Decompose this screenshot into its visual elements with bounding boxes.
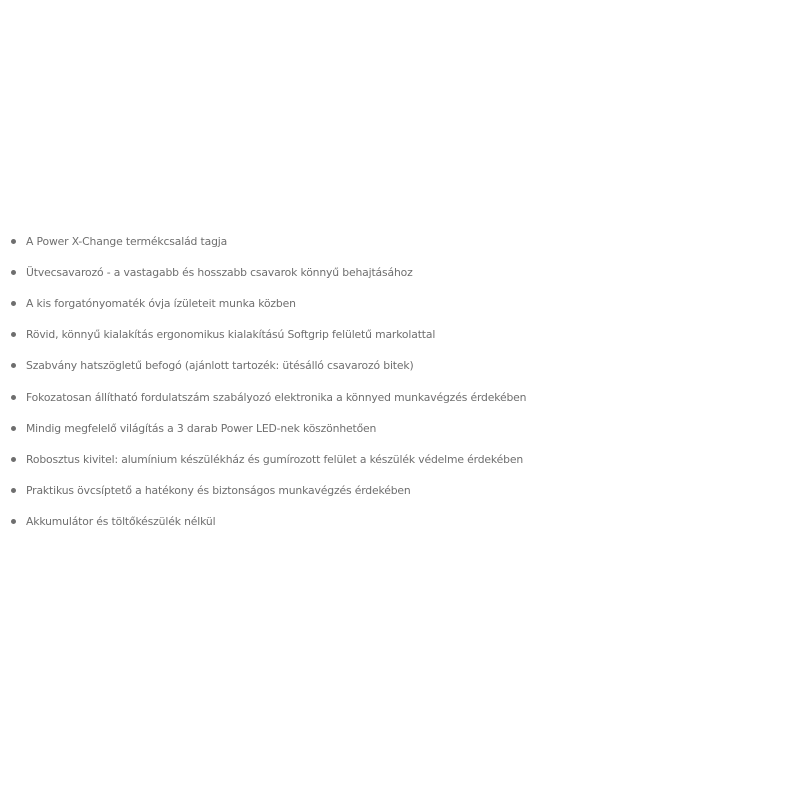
feature-item (8, 413, 798, 444)
feature-text: Praktikus övcsíptető a hatékony és biztonságos munkavégzés érdekében (26, 483, 411, 497)
bullet-icon (11, 270, 16, 275)
feature-item (8, 444, 798, 475)
bullet-icon (11, 457, 16, 462)
feature-text: Mindig megfelelő világítás a 3 darab Power LED-nek köszönhetően (26, 421, 377, 435)
feature-item (8, 226, 798, 257)
feature-text: Akkumulátor és töltőkészülék nélkül (26, 514, 216, 528)
feature-item (8, 381, 798, 412)
feature-list (8, 226, 798, 537)
bullet-icon (11, 488, 16, 493)
bullet-icon (11, 301, 16, 306)
feature-text: Robosztus kivitel: alumínium készülékház és gumírozott felület a készülék védelme érdekében (26, 452, 524, 466)
feature-item (8, 288, 798, 319)
bullet-icon (11, 426, 16, 431)
feature-text: Fokozatosan állítható fordulatszám szabályozó elektronika a könnyed munkavégzés érdekében (26, 390, 527, 404)
feature-item (8, 257, 798, 288)
bullet-icon (11, 332, 16, 337)
feature-text: Szabvány hatszögletű befogó (ajánlott tartozék: ütésálló csavarozó bitek) (26, 359, 414, 373)
feature-text: Ütvecsavarozó - a vastagabb és hosszabb csavarok könnyű behajtásához (26, 266, 413, 280)
feature-text: A Power X-Change termékcsalád tagja (26, 235, 228, 249)
feature-item (8, 506, 798, 537)
feature-text: Rövid, könnyű kialakítás ergonomikus kialakítású Softgrip felületű markolattal (26, 328, 436, 342)
feature-text: A kis forgatónyomaték óvja ízületeit munka közben (26, 297, 296, 311)
feature-item (8, 319, 798, 350)
bullet-icon (11, 363, 16, 368)
feature-item (8, 350, 798, 381)
bullet-icon (11, 239, 16, 244)
bullet-icon (11, 519, 16, 524)
bullet-icon (11, 395, 16, 400)
feature-item (8, 475, 798, 506)
